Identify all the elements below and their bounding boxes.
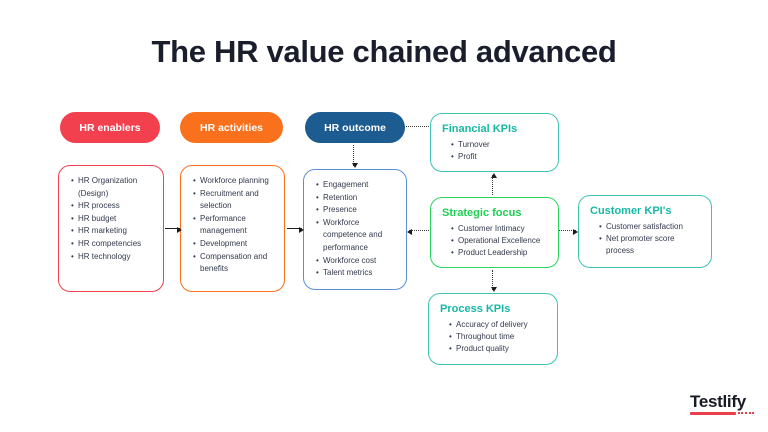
list-item: • Throughout time: [449, 331, 546, 343]
list-item: • Accuracy of delivery: [449, 319, 546, 331]
testlify-logo-text: Testlify: [690, 392, 746, 411]
process-kpis-title: Process KPIs: [440, 303, 511, 315]
arrow-outcome-pill-to-box: [353, 145, 354, 166]
list-item: • Profit: [451, 151, 547, 163]
hr-activities-box: [180, 165, 285, 292]
pill-hr-outcome: HR outcome: [305, 112, 405, 143]
strategic-focus-title: Strategic focus: [442, 207, 522, 219]
logo-underline-dots: [738, 412, 754, 414]
financial-kpis-box: [430, 113, 559, 172]
financial-kpis-title: Financial KPIs: [442, 123, 518, 135]
list-item: • HR technology: [71, 251, 157, 264]
list-item: • Customer Intimacy: [451, 223, 547, 235]
arrow-strategic-to-process: [492, 270, 493, 290]
arrow-enablers-to-activities: [165, 228, 180, 229]
testlify-logo-underline: [690, 412, 764, 415]
list-item: • Turnover: [451, 139, 547, 151]
list-item: • Customer satisfaction: [599, 221, 700, 233]
list-item: • Net promoter score process: [599, 233, 700, 257]
hr-activities-list: [181, 166, 284, 282]
list-item: • Talent metrics: [316, 267, 400, 280]
strategic-focus-list: [442, 223, 547, 259]
list-item: • Workforce cost: [316, 255, 400, 268]
arrow-strategic-to-outcome: [409, 230, 429, 231]
hr-outcome-list: [304, 170, 406, 286]
list-item: • Operational Excellence: [451, 235, 547, 247]
process-kpis-box: [428, 293, 558, 365]
strategic-focus-box: [430, 197, 559, 268]
arrow-strategic-to-financial: [492, 175, 493, 195]
list-item: • Workforce planning: [193, 175, 278, 188]
list-item: • HR marketing: [71, 225, 157, 238]
list-item: • Product quality: [449, 343, 546, 355]
hr-enablers-list: [59, 166, 163, 269]
list-item: • HR competencies: [71, 238, 157, 251]
logo-underline-bar: [690, 412, 736, 415]
list-item: • Presence: [316, 204, 400, 217]
list-item: • HR Organization (Design): [71, 175, 157, 200]
list-item: • Recruitment and selection: [193, 188, 278, 213]
list-item: • Development: [193, 238, 278, 251]
list-item: • HR budget: [71, 213, 157, 226]
customer-kpis-title: Customer KPI's: [590, 205, 672, 217]
testlify-logo: [690, 392, 764, 415]
pill-hr-activities: HR activities: [180, 112, 283, 143]
list-item: • Performance management: [193, 213, 278, 238]
list-item: • Workforce competence and performance: [316, 217, 400, 255]
hr-outcome-box: [303, 169, 407, 290]
arrow-activities-to-outcome: [287, 228, 302, 229]
list-item: • Engagement: [316, 179, 400, 192]
list-item: • HR process: [71, 200, 157, 213]
customer-kpis-list: [590, 221, 700, 257]
list-item: • Retention: [316, 192, 400, 205]
list-item: • Product Leadership: [451, 247, 547, 259]
page-title: The HR value chained advanced: [151, 34, 617, 69]
process-kpis-list: [440, 319, 546, 355]
connector-outcome-to-financial: [406, 126, 429, 127]
hr-enablers-box: [58, 165, 164, 292]
list-item: • Compensation and benefits: [193, 251, 278, 276]
financial-kpis-list: [442, 139, 547, 163]
pill-hr-enablers: HR enablers: [60, 112, 160, 143]
arrow-strategic-to-customer: [559, 230, 576, 231]
customer-kpis-box: [578, 195, 712, 268]
